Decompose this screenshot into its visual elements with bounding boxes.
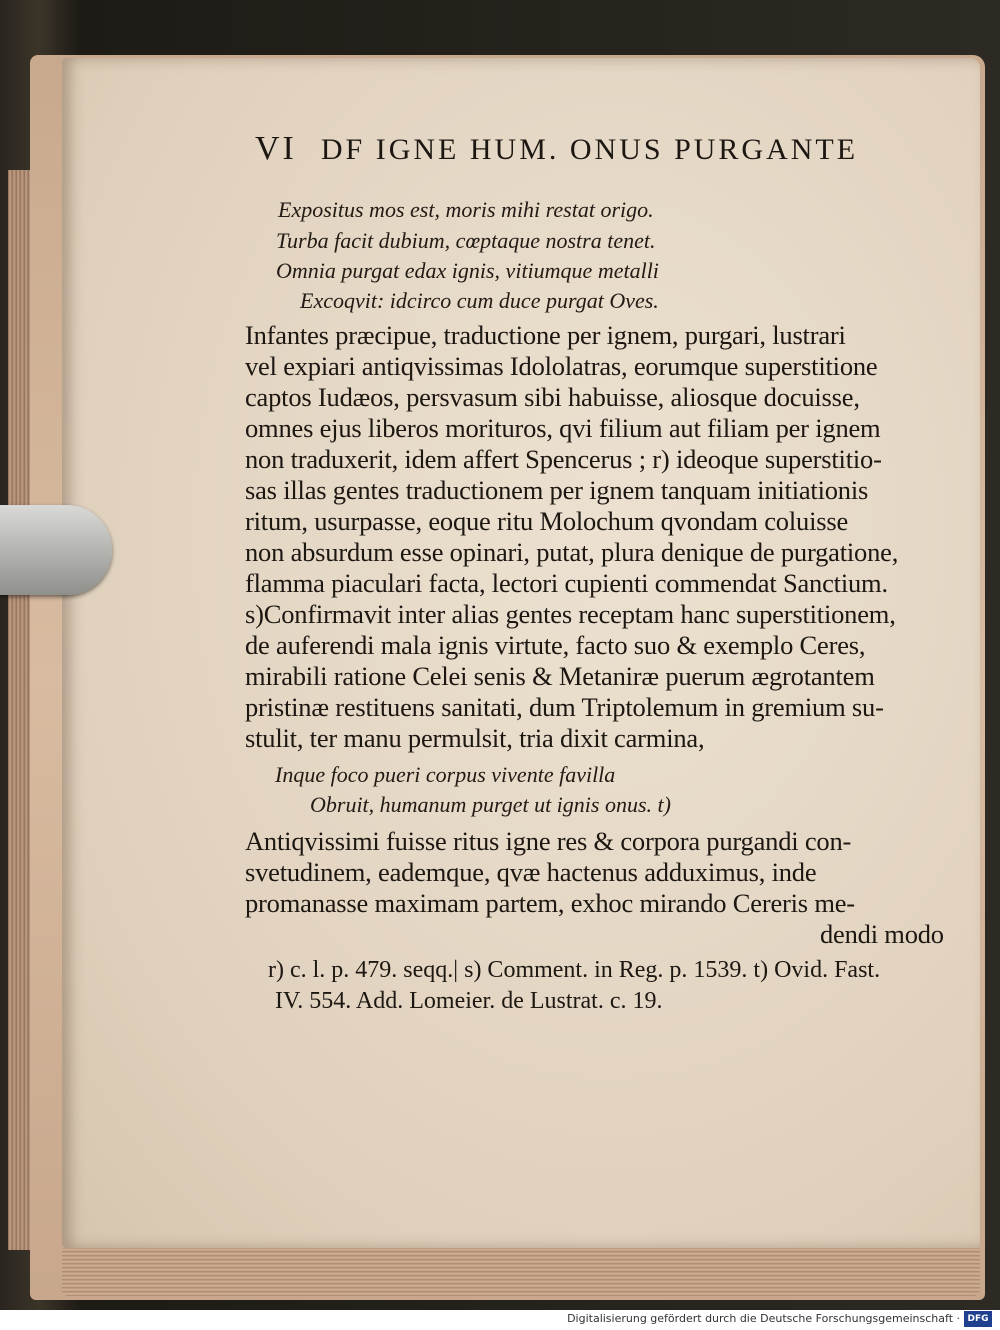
text-line: non absurdum esse opinari, putat, plura denique de purgatione, xyxy=(245,537,899,567)
running-head-title: DF IGNE HUM. ONUS PURGANTE xyxy=(320,133,859,166)
text-line: s)Confirmavit inter alias gentes receptam hanc superstitionem, xyxy=(245,599,896,629)
text-line: sas illas gentes traductionem per ignem tanquam initiationis xyxy=(245,475,869,505)
dfg-logo: DFG xyxy=(964,1311,992,1327)
page-edges-bottom xyxy=(62,1248,980,1296)
verse-line: Obruit, humanum purget ut ignis onus. t) xyxy=(310,792,671,817)
verse-line: Inque foco pueri corpus vivente favilla xyxy=(275,762,616,787)
verse-line: Omnia purgat edax ignis, vitiumque metalli xyxy=(276,258,659,283)
text-line: svetudinem, eademque, qvæ hactenus adduximus, inde xyxy=(245,857,817,887)
text-line: pristinæ restituens sanitati, dum Triptolemum in gremium su- xyxy=(245,692,884,722)
verse-line: Excoqvit: idcirco cum duce purgat Oves. xyxy=(300,288,659,313)
footnote-line: r) c. l. p. 479. seqq.| s) Comment. in Reg. p. 1539. t) Ovid. Fast. xyxy=(268,957,881,983)
footnote-line: IV. 554. Add. Lomeier. de Lustrat. c. 19. xyxy=(275,988,663,1014)
verse-line: Turba facit dubium, cœptaque nostra tenet. xyxy=(276,228,656,253)
folio-number: VI xyxy=(255,130,297,167)
text-line: de auferendi mala ignis virtute, facto suo & exemplo Ceres, xyxy=(245,630,866,660)
funding-credit: Digitalisierung gefördert durch die Deutsche Forschungsgemeinschaft · xyxy=(567,1312,960,1325)
text-line: flamma piaculari facta, lectori cupienti commendat Sanctium. xyxy=(245,568,888,598)
text-line: captos Iudæos, persvasum sibi habuisse, aliosque docuisse, xyxy=(245,382,860,412)
text-line: ritum, usurpasse, eoque ritu Molochum qvondam coluisse xyxy=(245,506,849,536)
text-line: Antiqvissimi fuisse ritus igne res & corpora purgandi con- xyxy=(245,826,852,856)
text-line: promanasse maximam partem, exhoc mirando Cereris me- xyxy=(245,888,855,918)
text-line: Infantes præcipue, traductione per ignem, purgari, lustrari xyxy=(245,320,846,350)
text-line: omnes ejus liberos morituros, qvi filium aut filiam per ignem xyxy=(245,413,881,443)
text-line: non traduxerit, idem affert Spencerus ; r) ideoque superstitio- xyxy=(245,444,882,474)
page-clip-bookmark xyxy=(0,505,112,595)
text-line: mirabili ratione Celei senis & Metaniræ puerum ægrotantem xyxy=(245,661,875,691)
text-line: vel expiari antiqvissimas Idololatras, eorumque superstitione xyxy=(245,351,878,381)
running-head xyxy=(255,130,915,168)
text-line: dendi modo xyxy=(820,919,944,949)
verse-line: Expositus mos est, moris mihi restat origo. xyxy=(278,197,654,222)
text-line: stulit, ter manu permulsit, tria dixit carmina, xyxy=(245,723,705,753)
